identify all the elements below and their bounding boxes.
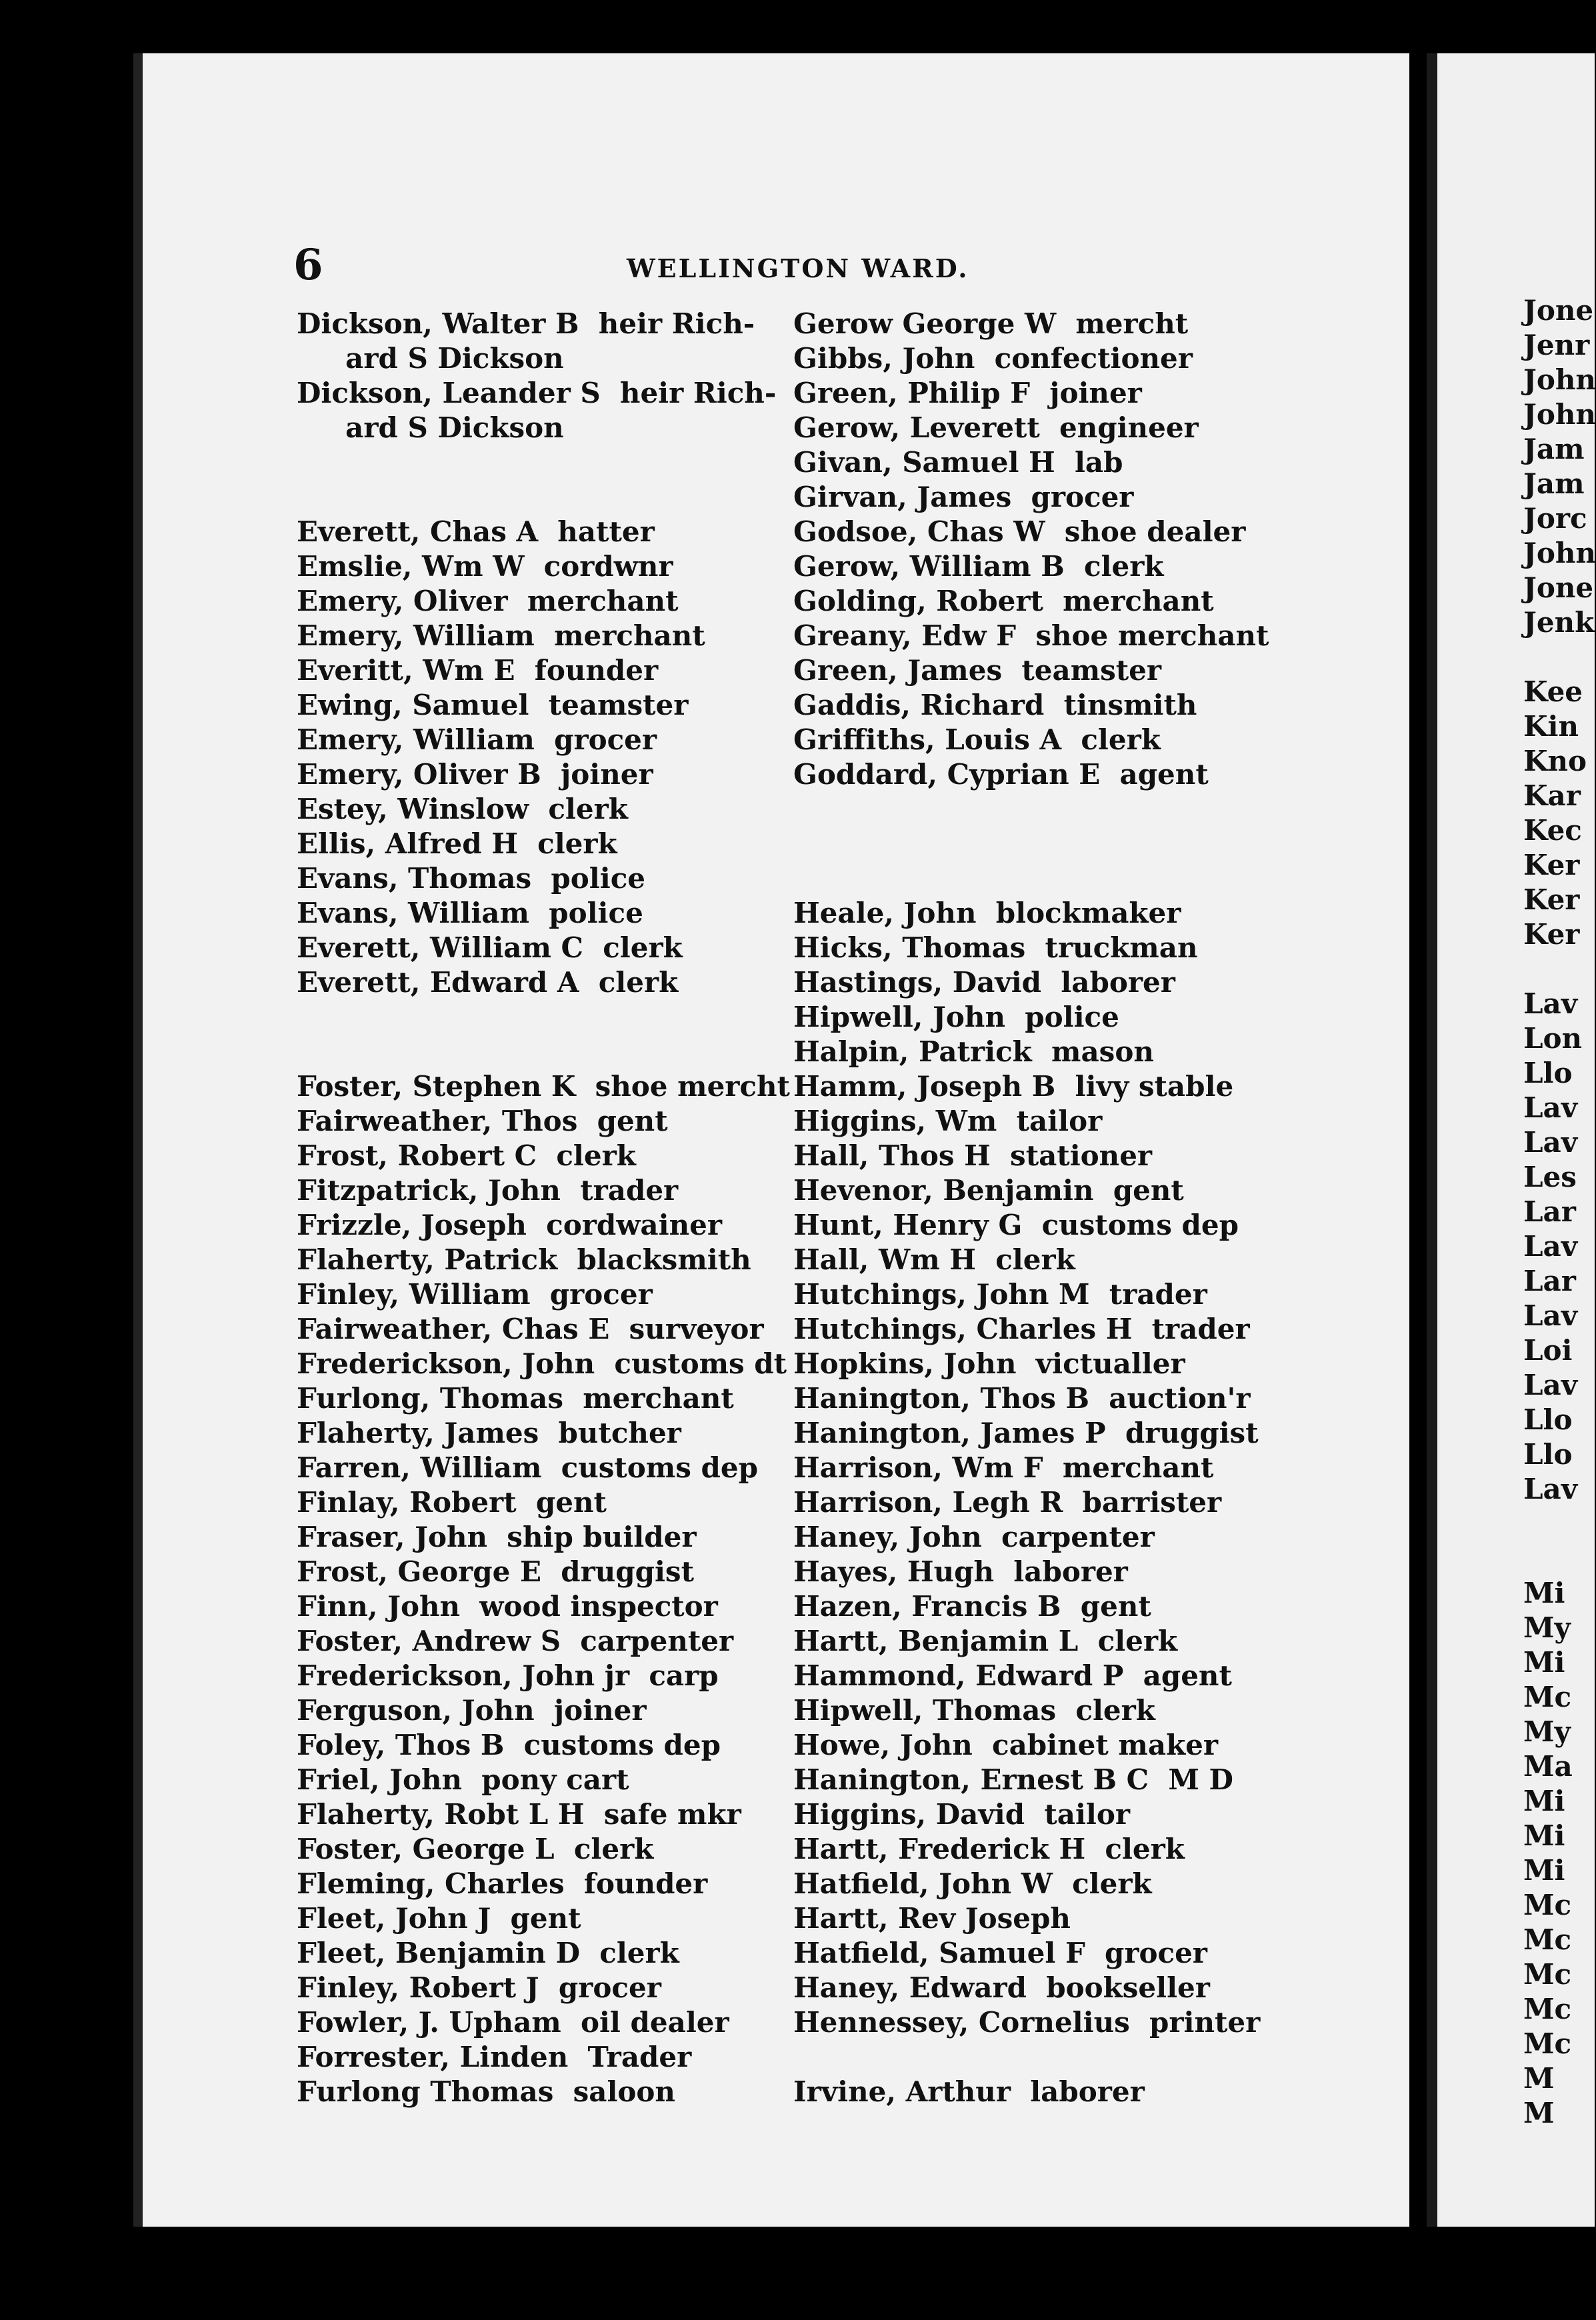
list-item: M xyxy=(1523,2097,1555,2129)
list-item: Everett, Chas A hatter xyxy=(297,515,655,548)
list-item: Hastings, David laborer xyxy=(793,966,1175,999)
list-item: Mi xyxy=(1523,1577,1565,1609)
list-item: Harrison, Legh R barrister xyxy=(793,1486,1222,1519)
list-item xyxy=(1523,952,1584,987)
list-item: Hipwell, John police xyxy=(793,1001,1119,1033)
list-item: Jone xyxy=(1523,294,1594,327)
list-item: Jorc xyxy=(1523,502,1587,535)
list-item xyxy=(793,792,1269,827)
list-item: My xyxy=(1523,1715,1571,1748)
right-column xyxy=(793,307,1269,2109)
list-item: Mi xyxy=(1523,1646,1565,1679)
list-item: Jone xyxy=(1523,571,1594,604)
list-item: Finn, John wood inspector xyxy=(297,1590,718,1623)
list-item: Fleet, John J gent xyxy=(297,1902,581,1935)
list-item xyxy=(793,2040,1269,2075)
list-item: Hevenor, Benjamin gent xyxy=(793,1174,1184,1207)
list-item: Lav xyxy=(1523,1473,1578,1505)
list-item: Hunt, Henry G customs dep xyxy=(793,1209,1239,1241)
list-item: Jenk xyxy=(1523,606,1595,639)
list-item: Fleet, Benjamin D clerk xyxy=(297,1937,679,1969)
list-item: Ellis, Alfred H clerk xyxy=(297,827,617,860)
list-item: Hipwell, Thomas clerk xyxy=(793,1694,1155,1727)
list-item: Emery, Oliver merchant xyxy=(297,585,679,617)
list-item: Flaherty, Patrick blacksmith xyxy=(297,1243,751,1276)
list-item: M xyxy=(1523,2062,1555,2095)
list-item: Lav xyxy=(1523,1230,1578,1263)
list-item xyxy=(297,480,790,515)
list-item: Howe, John cabinet maker xyxy=(793,1729,1219,1761)
list-item: Higgins, Wm tailor xyxy=(793,1105,1103,1137)
list-item: Hazen, Francis B gent xyxy=(793,1590,1151,1623)
list-item: Haney, Edward bookseller xyxy=(793,1971,1210,2004)
list-item: Furlong, Thomas merchant xyxy=(297,1382,734,1415)
list-item: Dickson, Leander S heir Rich- xyxy=(297,377,777,409)
list-item: Griffiths, Louis A clerk xyxy=(793,723,1161,756)
list-item: Jam xyxy=(1523,433,1585,465)
list-item: Halpin, Patrick mason xyxy=(793,1035,1154,1068)
page-title: WELLINGTON WARD. xyxy=(627,253,969,283)
list-item: Fleming, Charles founder xyxy=(297,1867,708,1900)
list-item: Lav xyxy=(1523,1299,1578,1332)
list-item: Lav xyxy=(1523,987,1578,1020)
list-item: Llo xyxy=(1523,1403,1573,1436)
list-item xyxy=(297,445,790,480)
list-item: Emery, William merchant xyxy=(297,619,705,652)
list-item: Gerow, William B clerk xyxy=(793,550,1164,583)
list-item: Hanington, James P druggist xyxy=(793,1417,1259,1449)
list-item xyxy=(1523,1507,1584,1541)
list-item: Hicks, Thomas truckman xyxy=(793,931,1198,964)
list-item: Lar xyxy=(1523,1195,1576,1228)
list-item: Fraser, John ship builder xyxy=(297,1521,697,1553)
list-item: Hatfield, John W clerk xyxy=(793,1867,1152,1900)
list-item: Hartt, Benjamin L clerk xyxy=(793,1625,1178,1657)
list-item: Hayes, Hugh laborer xyxy=(793,1555,1128,1588)
list-item: Emery, William grocer xyxy=(297,723,657,756)
list-item xyxy=(1523,640,1584,675)
list-item: Fitzpatrick, John trader xyxy=(297,1174,679,1207)
list-item: Kee xyxy=(1523,675,1583,708)
list-item xyxy=(297,1000,790,1035)
list-item: Hall, Wm H clerk xyxy=(793,1243,1075,1276)
list-item: Hanington, Thos B auction'r xyxy=(793,1382,1251,1415)
list-item: Fairweather, Thos gent xyxy=(297,1105,668,1137)
list-item: Goddard, Cyprian E agent xyxy=(793,758,1209,791)
list-item: Hall, Thos H stationer xyxy=(793,1139,1153,1172)
list-item: Lav xyxy=(1523,1126,1578,1159)
list-item: Loi xyxy=(1523,1334,1573,1367)
list-item: Frizzle, Joseph cordwainer xyxy=(297,1209,722,1241)
list-item: Gibbs, John confectioner xyxy=(793,342,1193,375)
list-item: Everett, William C clerk xyxy=(297,931,683,964)
list-item: Mc xyxy=(1523,2027,1572,2060)
list-item: Hutchings, John M trader xyxy=(793,1278,1207,1311)
page-number: 6 xyxy=(293,240,323,290)
list-item: Mc xyxy=(1523,1958,1572,1991)
list-item xyxy=(297,1035,790,1069)
list-item: Haney, John carpenter xyxy=(793,1521,1155,1553)
list-item: Emery, Oliver B joiner xyxy=(297,758,653,791)
list-item: Girvan, James grocer xyxy=(793,481,1134,513)
list-item: Fowler, J. Upham oil dealer xyxy=(297,2006,729,2039)
list-item: Mc xyxy=(1523,1993,1572,2025)
list-item: Lon xyxy=(1523,1022,1583,1055)
list-item: Kar xyxy=(1523,779,1581,812)
list-item: Evans, Thomas police xyxy=(297,862,645,895)
list-item: Dickson, Walter B heir Rich- xyxy=(297,307,755,340)
list-item: Irvine, Arthur laborer xyxy=(793,2075,1145,2108)
list-item: Hartt, Rev Joseph xyxy=(793,1902,1071,1935)
list-item: John xyxy=(1523,363,1596,396)
list-item: Gerow, Leverett engineer xyxy=(793,411,1199,444)
list-item: Hanington, Ernest B C M D xyxy=(793,1763,1233,1796)
list-item: Flaherty, James butcher xyxy=(297,1417,681,1449)
list-item: Hamm, Joseph B livy stable xyxy=(793,1070,1234,1103)
list-item: Frederickson, John customs dt xyxy=(297,1347,787,1380)
list-item: Frost, Robert C clerk xyxy=(297,1139,636,1172)
list-item: Mi xyxy=(1523,1785,1565,1817)
list-item: Forrester, Linden Trader xyxy=(297,2041,692,2073)
list-item: Gaddis, Richard tinsmith xyxy=(793,689,1197,721)
list-item: Fairweather, Chas E surveyor xyxy=(297,1313,764,1345)
list-item: Farren, William customs dep xyxy=(297,1451,758,1484)
list-item: Mi xyxy=(1523,1819,1565,1852)
list-item: Hammond, Edward P agent xyxy=(793,1659,1232,1692)
list-item: Llo xyxy=(1523,1057,1573,1089)
list-item: Higgins, David tailor xyxy=(793,1798,1131,1831)
list-item: John xyxy=(1523,398,1596,431)
list-item: Hatfield, Samuel F grocer xyxy=(793,1937,1207,1969)
list-item: Estey, Winslow clerk xyxy=(297,793,628,825)
list-item: Finlay, Robert gent xyxy=(297,1486,607,1519)
list-item: Kno xyxy=(1523,745,1587,777)
list-item: Everett, Edward A clerk xyxy=(297,966,679,999)
list-item: Frost, George E druggist xyxy=(297,1555,694,1588)
list-item: Hutchings, Charles H trader xyxy=(793,1313,1250,1345)
list-item: Foster, Stephen K shoe mercht xyxy=(297,1070,790,1103)
list-item: Ewing, Samuel teamster xyxy=(297,689,689,721)
list-item: Jam xyxy=(1523,467,1585,500)
list-item: Mc xyxy=(1523,1681,1572,1713)
list-item: Lar xyxy=(1523,1265,1576,1297)
list-item: My xyxy=(1523,1611,1571,1644)
list-item: Golding, Robert merchant xyxy=(793,585,1214,617)
list-item: Greany, Edw F shoe merchant xyxy=(793,619,1269,652)
list-item: Emslie, Wm W cordwnr xyxy=(297,550,673,583)
list-item: Kec xyxy=(1523,814,1582,847)
list-item: Heale, John blockmaker xyxy=(793,897,1181,929)
list-item xyxy=(793,827,1269,861)
list-item: ard S Dickson xyxy=(297,411,564,444)
list-item xyxy=(793,861,1269,896)
list-item: Foley, Thos B customs dep xyxy=(297,1729,721,1761)
list-item: Finley, Robert J grocer xyxy=(297,1971,661,2004)
list-item: Godsoe, Chas W shoe dealer xyxy=(793,515,1246,548)
list-item: Friel, John pony cart xyxy=(297,1763,629,1796)
far-right-column xyxy=(1523,293,1596,2131)
list-item xyxy=(1523,1541,1584,1576)
list-item: Finley, William grocer xyxy=(297,1278,653,1311)
list-item: John xyxy=(1523,537,1596,569)
list-item: Green, James teamster xyxy=(793,654,1162,687)
list-item: Hennessey, Cornelius printer xyxy=(793,2006,1261,2039)
list-item: Les xyxy=(1523,1161,1577,1193)
list-item: Mi xyxy=(1523,1854,1565,1887)
list-item: Everitt, Wm E founder xyxy=(297,654,659,687)
list-item: Foster, George L clerk xyxy=(297,1833,654,1865)
list-item: Ker xyxy=(1523,849,1580,881)
list-item: ard S Dickson xyxy=(297,342,564,375)
list-item: Lav xyxy=(1523,1091,1578,1124)
list-item: Jenr xyxy=(1523,329,1590,361)
list-item: Hopkins, John victualler xyxy=(793,1347,1185,1380)
list-item: Hartt, Frederick H clerk xyxy=(793,1833,1185,1865)
list-item: Lav xyxy=(1523,1369,1578,1401)
list-item: Mc xyxy=(1523,1923,1572,1956)
list-item: Ker xyxy=(1523,918,1580,951)
list-item: Foster, Andrew S carpenter xyxy=(297,1625,734,1657)
list-item: Llo xyxy=(1523,1438,1573,1471)
list-item: Mc xyxy=(1523,1889,1572,1921)
list-item: Ma xyxy=(1523,1750,1573,1783)
list-item: Harrison, Wm F merchant xyxy=(793,1451,1214,1484)
list-item: Kin xyxy=(1523,710,1579,743)
list-item: Givan, Samuel H lab xyxy=(793,446,1123,479)
list-item: Furlong Thomas saloon xyxy=(297,2075,675,2108)
list-item: Green, Philip F joiner xyxy=(793,377,1142,409)
list-item: Evans, William police xyxy=(297,897,643,929)
list-item: Ker xyxy=(1523,883,1580,916)
list-item: Flaherty, Robt L H safe mkr xyxy=(297,1798,741,1831)
list-item: Ferguson, John joiner xyxy=(297,1694,647,1727)
list-item: Frederickson, John jr carp xyxy=(297,1659,719,1692)
left-column xyxy=(297,307,790,2109)
list-item: Gerow George W mercht xyxy=(793,307,1189,340)
